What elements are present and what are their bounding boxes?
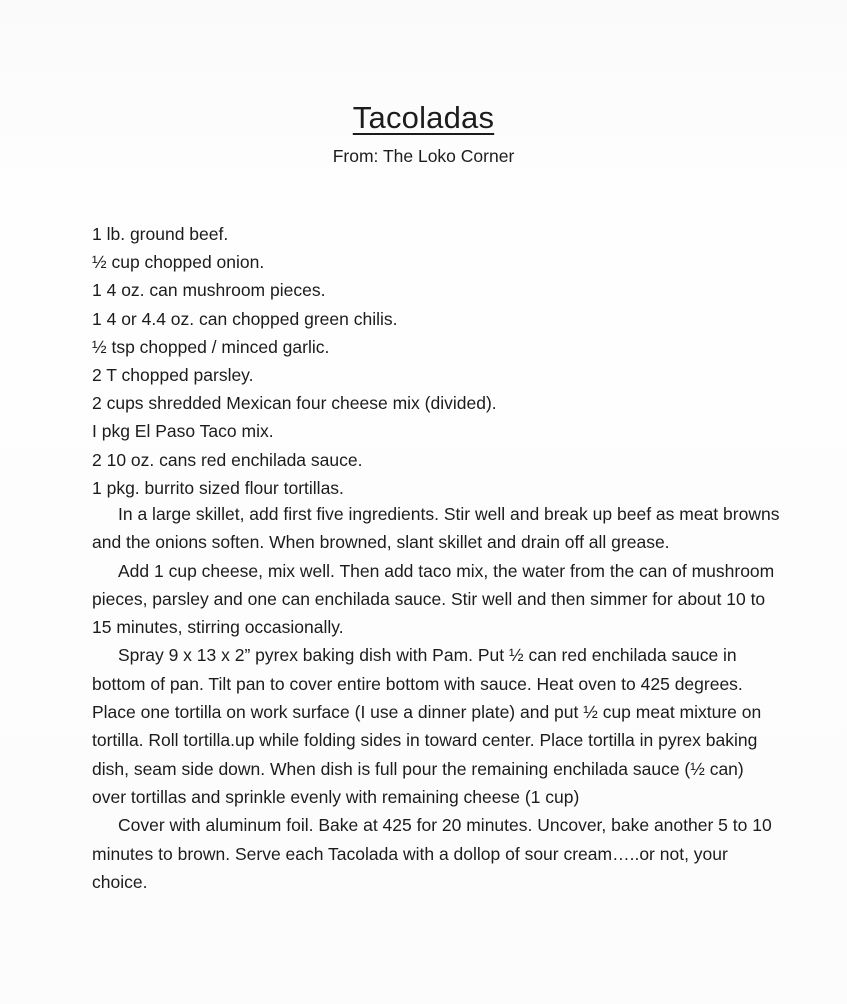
ingredient-item: 1 lb. ground beef. xyxy=(92,224,229,244)
ingredient-item: 2 cups shredded Mexican four cheese mix (divided). xyxy=(92,393,497,414)
ingredient-item: 2 T chopped parsley. xyxy=(92,364,254,385)
recipe-title: Tacoladas xyxy=(352,100,495,135)
ingredient-item: 1 4 or 4.4 oz. can chopped green chilis. xyxy=(92,308,398,329)
ingredient-item: 2 10 oz. cans red enchilada sauce. xyxy=(92,449,363,470)
direction-paragraph: Add 1 cup cheese, mix well. Then add taco mix, the water from the can of mushroom pieces, parsley and one can enchilada sauce. Stir well and then simmer for about 10 to 15 minutes, stirring occasionally. xyxy=(92,560,775,638)
direction-paragraph: Cover with aluminum foil. Bake at 425 for 20 minutes. Uncover, bake another 5 to 10 minutes to brown. Serve each Tacolada with a dollop of sour cream…..or not, your choice. xyxy=(92,815,772,892)
ingredient-item: I pkg El Paso Taco mix. xyxy=(92,421,274,442)
direction-paragraph: In a large skillet, add first five ingredients. Stir well and break up beef as meat browns and the onions soften. When browned, slant skillet and drain off all grease. xyxy=(92,504,780,553)
ingredient-item: ½ cup chopped onion. xyxy=(92,252,265,273)
direction-paragraph: Spray 9 x 13 x 2” pyrex baking dish with Pam. Put ½ can red enchilada sauce in bottom of pan. Tilt pan to cover entire bottom with sauce. Heat oven to 425 degrees. Place one tortilla on work surface (I use a dinner plate) and put ½ cup meat mixture on tortilla. Roll tortilla.up while folding sides in toward center. Place tortilla in pyrex baking dish, seam side down. When dish is full pour the remaining enchilada sauce (½ can) over tortillas and sprinkle evenly with remaining cheese (1 cup) xyxy=(92,645,762,807)
recipe-source: From: The Loko Corner xyxy=(332,146,515,166)
directions xyxy=(92,500,782,896)
ingredients-list xyxy=(92,220,812,502)
ingredient-item: 1 4 oz. can mushroom pieces. xyxy=(92,280,326,301)
ingredient-item: ½ tsp chopped / minced garlic. xyxy=(92,336,330,357)
ingredient-item: 1 pkg. burrito sized flour tortillas. xyxy=(92,477,344,498)
